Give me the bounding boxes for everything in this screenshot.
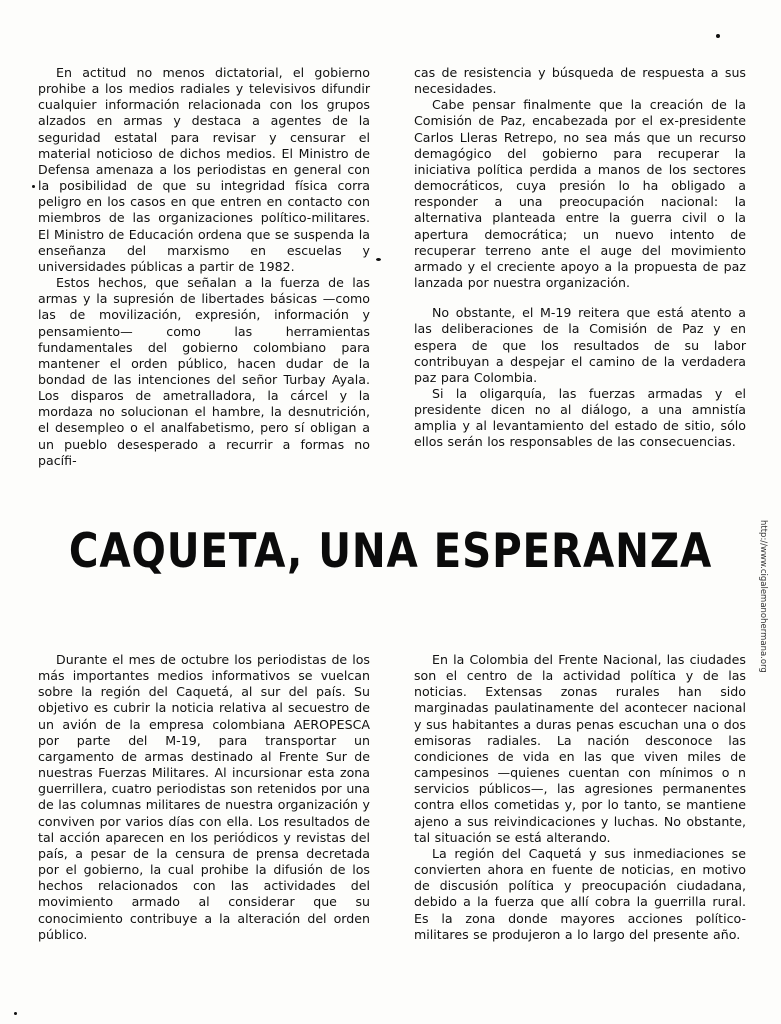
paragraph: La región del Caquetá y sus inmediaciones se convierten ahora en fuente de noticias, en motivo de discusión política y preocupación ciudadana, debido a la fuerza que allí cobra la guerrilla rural. Es la zona donde mayores acciones político-militares se produjeron a lo largo del presente año. [414,845,746,942]
paragraph: En actitud no menos dictatorial, el gobierno prohibe a los medios radiales y televisivos difundir cualquier información relacionada con los grupos alzados en armas y destaca a agentes de la seguridad estatal para revisar y censurar el material noticioso de dichos medios. El Ministro de Defensa amenaza a los periodistas en general con la posibilidad de que su integridad física corra peligro en los casos en que entren en contacto con miembros de las organizaciones político-militares. El Ministro de Educación ordena que se suspenda la enseñanza del marxismo en escuelas y universidades públicas a partir de 1982. [38,65,370,274]
scan-speck [14,1012,17,1015]
paragraph: Estos hechos, que señalan a la fuerza de las armas y la supresión de libertades básicas —como las de movilización, expresión, información y pensamiento— como las herramientas fundamentales del gobierno colombiano para mantener el orden público, hacen dudar de la bondad de las intenciones del señor Turbay Ayala. Los disparos de ametralladora, la cárcel y la mordaza no solucionan el hambre, la desnutrición, el desempleo o el analfabetismo, pero sí obligan a un pueblo desesperado a recurrir a formas no pacífi- [38,275,370,468]
paragraph: Cabe pensar finalmente que la creación de la Comisión de Paz, encabezada por el ex-presidente Carlos Lleras Retrepo, no sea más que un recurso demagógico del gobierno para recuperar la iniciativa política perdida a manos de los sectores democráticos, cuya presión lo ha obligado a responder a una preocupación nacional: la alternativa planteada entre la guerra civil o la apertura democrática; un nuevo intento de recuperar terreno ante el auge del movimiento armado y el creciente apoyo a la propuesta de paz lanzada por nuestra organización. [414,97,746,291]
paragraph: cas de resistencia y búsqueda de respuesta a sus necesidades. [414,65,746,97]
paragraph: Si la oligarquía, las fuerzas armadas y el presidente dicen no al diálogo, a una amnistía amplia y al levantamiento del estado de sitio, sólo ellos serán los responsables de las consecuencias. [414,385,746,450]
bottom-left-column [38,652,370,943]
top-left-column [38,65,370,469]
bottom-right-column [414,652,746,943]
section-headline: CAQUETA, UNA ESPERANZA [68,524,713,579]
scan-speck [716,34,720,38]
source-url-watermark: http://www.cigalemanohermana.org [758,520,768,673]
paragraph: En la Colombia del Frente Nacional, las ciudades son el centro de la actividad política y de las noticias. Extensas zonas rurales han sido marginadas paulatinamente del acontecer nacional y sus habitantes a duras penas escuchan una o dos emisoras radiales. La nación desconoce las condiciones de vida en las que viven miles de campesinos —quienes cuentan con mínimos o n servicios públicos—, las agresiones permanentes contra ellos cometidas y, por lo tanto, se mantiene ajeno a sus reivindicaciones y luchas. No obstante, tal situación se está alterando. [414,652,746,845]
scan-speck [32,185,35,188]
top-right-column [414,65,746,451]
paragraph: No obstante, el M-19 reitera que está atento a las deliberaciones de la Comisión de Paz y en espera de que los resultados de su labor contribuyan a despejar el camino de la verdadera paz para Colombia. [414,305,746,385]
paragraph: Durante el mes de octubre los periodistas de los más importantes medios informativos se vuelcan sobre la región del Caquetá, al sur del país. Su objetivo es cubrir la noticia relativa al secuestro de un avión de la empresa colombiana AEROPESCA por parte del M-19, para transportar un cargamento de armas destinado al Frente Sur de nuestras Fuerzas Militares. Al incursionar esta zona guerrillera, cuatro periodistas son retenidos por una de las columnas militares de nuestra organización y conviven por varios días con ella. Los resultados de tal acción aparecen en los periódicos y revistas del país, a pesar de la censura de prensa decretada por el gobierno, la cual prohibe la difusión de los hechos relacionados con las actividades del movimiento armado al considerar que su conocimiento contribuye a la alteración del orden público. [38,652,370,942]
scan-speck [376,258,381,261]
